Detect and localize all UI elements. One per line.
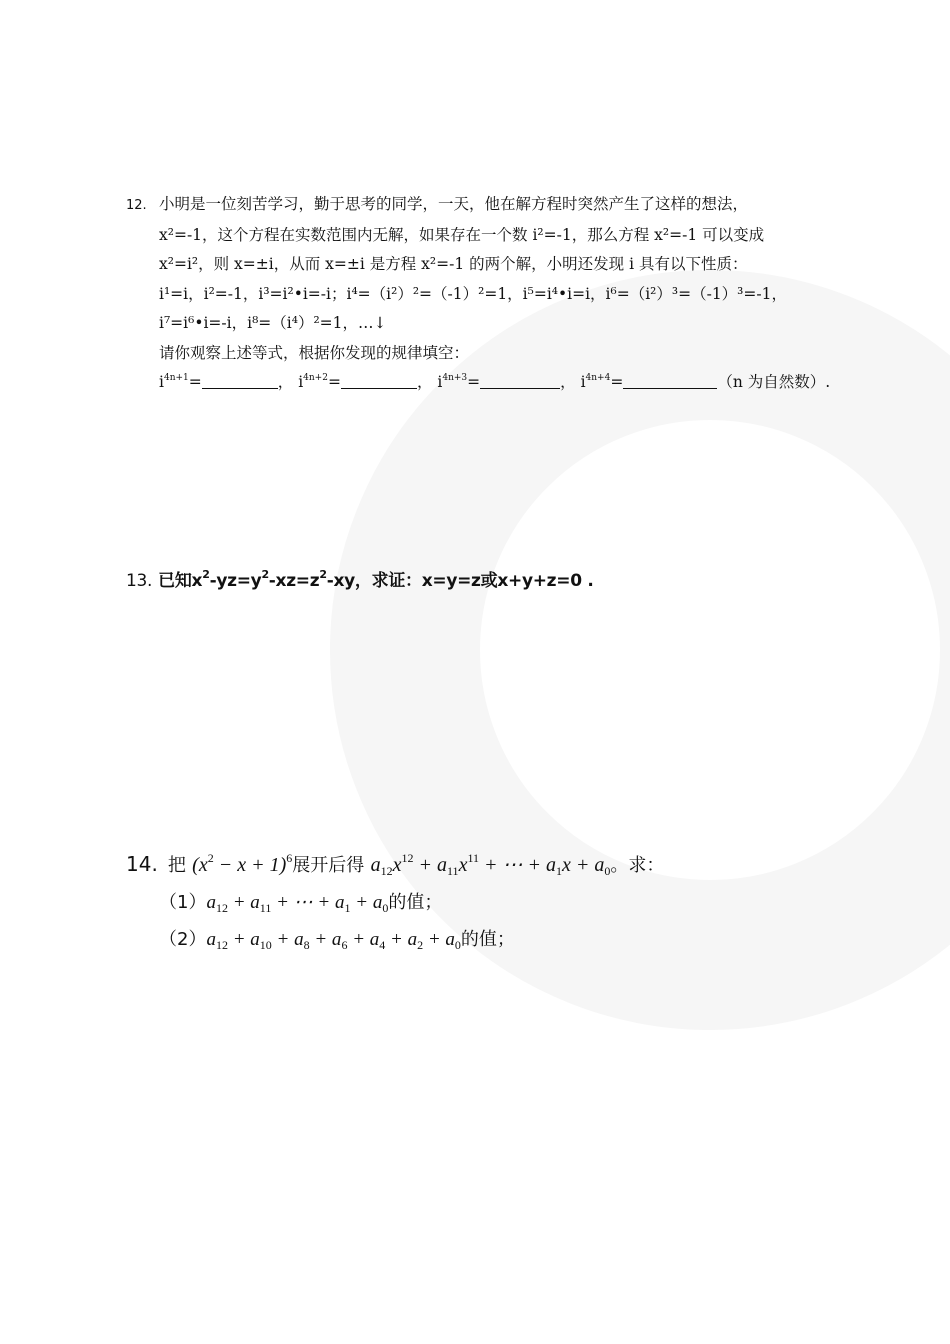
exponent-4n2: 4n+2	[303, 373, 328, 383]
q12-fill-line: $i^{4n+1}=$ ， $i^{4n+2}=$ ， $i^{4n+3}=$ ， $i^{4n+4}= (n$ 为自然数）.	[159, 373, 831, 391]
answer-blank-1[interactable]	[202, 374, 278, 389]
expanded-polynomial: $a_{12}x^{12} + a_{11}x^{11}$ + ⋯ + $a_1x + a_0$	[370, 851, 611, 878]
answer-blank-2[interactable]	[341, 374, 417, 389]
q12-line-5: i⁷=i⁶•i=-i，i⁸=（i⁴）²=1，…↓	[159, 314, 387, 332]
exponent-4n1: 4n+1	[163, 373, 189, 383]
answer-blank-4[interactable]	[623, 374, 717, 389]
q12-line-6: 请你观察上述等式，根据你发现的规律填空：	[159, 343, 470, 362]
q12-line-3: x²=i²，则 x=±i，从而 x=±i 是方程 x²=-1 的两个解，小明还发现 i 具有以下性质：	[159, 255, 748, 273]
sum-even-coefficients: $a_{12} + a_{10} + a_8 + a_6 + a_4 + a_2 + a_0$	[206, 929, 461, 952]
q12-line-4: i¹=i，i²=-1，i³=i²•i=-i；i⁴=（i²）²=（-1）²=1，i⁵=i⁴•i=i，i⁶=（i²）³=（-1）³=-1，	[159, 284, 787, 303]
expression-power: $(x^2 - x + 1)^6$	[192, 851, 293, 876]
question-number: 12.	[126, 198, 147, 213]
question-number: 13.	[126, 571, 153, 591]
q14-part-1: $(1)a_{12} + a_{11}$ + ⋯ + $a_1 + a_0$的值；	[159, 892, 443, 915]
question-14	[126, 846, 664, 958]
q12-line-1: 12. 小明是一位刻苦学习，勤于思考的同学，一天，他在解方程时突然产生了这样的想法，	[126, 190, 846, 221]
question-13: 13. 已知$x^2-yz=y^2-xz=z^2-xy$，求证：x=y=z或x+y+z=0 .	[126, 568, 594, 591]
question-12	[126, 190, 846, 398]
answer-blank-3[interactable]	[480, 374, 560, 389]
sum-all-coefficients: $a_{12} + a_{11}$ + ⋯ + $a_1 + a_0$	[206, 892, 389, 915]
q14-part-2: $(2)a_{12} + a_{10} + a_8 + a_6 + a_4 + a_2 + a_0$的值；	[159, 929, 515, 952]
exponent-4n3: 4n+3	[442, 373, 468, 383]
q14-intro: 14. 把 $(x^2 - x + 1)^6$展开后得 $a_{12}x^{12} + a_{11}x^{11}$ + ⋯ + $a_1x + a_0$。求：	[126, 851, 665, 878]
question-number: 14.	[126, 852, 158, 876]
exponent-4n4: 4n+4	[585, 373, 611, 383]
natural-number-note: （n 为自然数）.	[717, 373, 831, 391]
q12-line-2: x²=-1，这个方程在实数范围内无解，如果存在一个数 i²=-1，那么方程 x²=-1 可以变成	[159, 225, 765, 244]
